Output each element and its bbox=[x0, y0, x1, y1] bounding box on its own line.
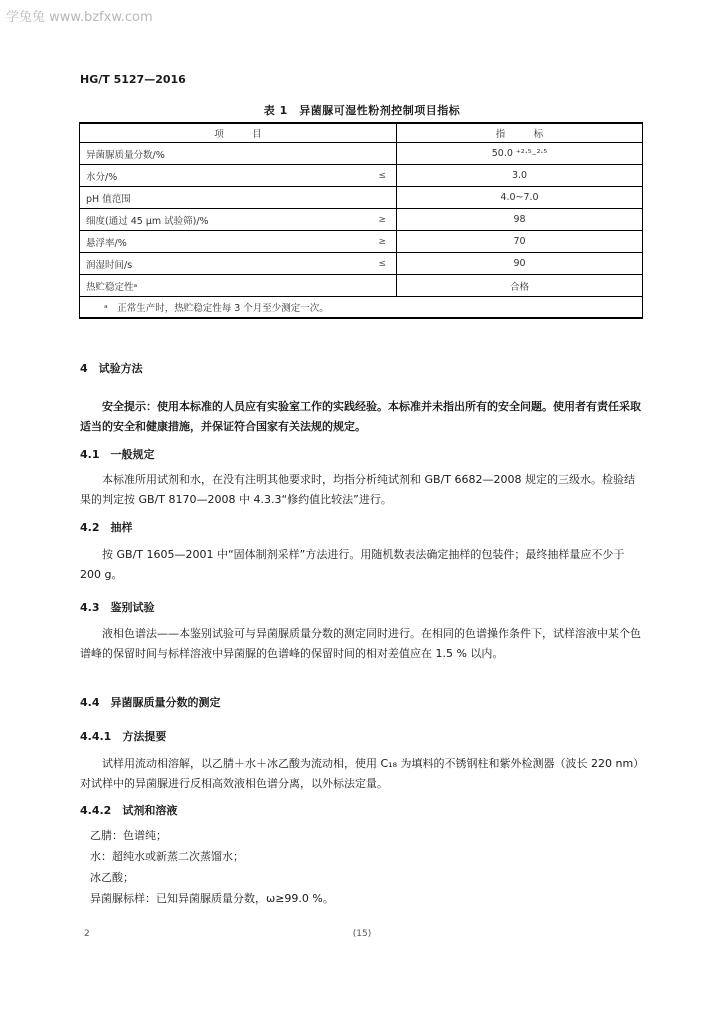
row-relation: ≥ bbox=[378, 214, 386, 225]
safety-notice: 安全提示：使用本标准的人员应有实验室工作的实践经验。本标准并未指出所有的安全问题。使用者有责任采取适当的安全和健康措施，并保证符合国家有关法规的规定。 bbox=[80, 400, 641, 433]
footer-left-mark: 2 bbox=[84, 929, 90, 939]
section-4-3-text: 液相色谱法——本鉴别试验可与异菌脲质量分数的测定同时进行。在相同的色谱操作条件下，试样溶液中某个色谱峰的保留时间与标样溶液中异菌脲的色谱峰的保留时间的相对差值应在 1.5 % 以内。 bbox=[80, 627, 641, 660]
row-value: 98 bbox=[397, 209, 643, 231]
row-item-label: pH 值范围 bbox=[86, 193, 131, 205]
list-item: 水：超纯水或新蒸二次蒸馏水； bbox=[90, 850, 244, 863]
header-item: 项 目 bbox=[80, 123, 397, 143]
row-item-label: 悬浮率/% bbox=[86, 237, 127, 249]
header-value: 指 标 bbox=[397, 123, 643, 143]
row-value: 3.0 bbox=[397, 165, 643, 187]
row-item bbox=[80, 231, 397, 253]
row-value: 90 bbox=[397, 253, 643, 275]
row-value: 50.0 ⁺²·⁵₋²·⁵ bbox=[397, 143, 643, 165]
table-row bbox=[80, 253, 643, 275]
row-item bbox=[80, 143, 397, 165]
table-row bbox=[80, 187, 643, 209]
row-value: 70 bbox=[397, 231, 643, 253]
table-note-row bbox=[80, 297, 643, 319]
section-4-4-1-text: 试样用流动相溶解，以乙腈＋水＋冰乙酸为流动相，使用 C₁₈ 为填料的不锈钢柱和紫外检测器（波长 220 nm）对试样中的异菌脲进行反相高效液相色谱分离，以外标法定量。 bbox=[80, 757, 645, 790]
table-row bbox=[80, 209, 643, 231]
section-4-4-2-heading: 4.4.2 试剂和溶液 bbox=[80, 804, 178, 817]
reagent-list bbox=[90, 825, 334, 909]
section-4-2-heading: 4.2 抽样 bbox=[80, 521, 133, 534]
page-number: (15) bbox=[352, 929, 372, 939]
row-item bbox=[80, 165, 397, 187]
row-item bbox=[80, 253, 397, 275]
table-row bbox=[80, 275, 643, 297]
section-4-1-heading: 4.1 一般规定 bbox=[80, 448, 155, 461]
list-item: 冰乙酸； bbox=[90, 871, 134, 884]
row-item-label: 润湿时间/s bbox=[86, 259, 133, 271]
section-4-3-heading: 4.3 鉴别试验 bbox=[80, 601, 155, 614]
row-item-label: 水分/% bbox=[86, 171, 118, 183]
row-relation: ≤ bbox=[378, 170, 386, 181]
spec-table bbox=[79, 122, 643, 319]
row-value: 合格 bbox=[397, 275, 643, 297]
row-item bbox=[80, 187, 397, 209]
row-item bbox=[80, 275, 397, 297]
list-item: 乙腈：色谱纯； bbox=[90, 829, 167, 842]
row-value: 4.0~7.0 bbox=[397, 187, 643, 209]
table-row bbox=[80, 143, 643, 165]
section-4-4-1-heading: 4.4.1 方法提要 bbox=[80, 730, 167, 743]
list-item: 异菌脲标样：已知异菌脲质量分数，ω≥99.0 %。 bbox=[90, 892, 334, 905]
section-4-2-text: 按 GB/T 1605—2001 中“固体制剂采样”方法进行。用随机数表法确定抽样的包装件；最终抽样量应不少于 200 g。 bbox=[80, 548, 625, 581]
watermark: 学兔兔 www.bzfxw.com bbox=[6, 10, 153, 25]
table-header-row bbox=[80, 123, 643, 143]
row-item bbox=[80, 209, 397, 231]
row-item-label: 热贮稳定性ᵃ bbox=[86, 281, 138, 293]
row-relation: ≤ bbox=[378, 258, 386, 269]
row-relation: ≥ bbox=[378, 236, 386, 247]
row-item-label: 异菌脲质量分数/% bbox=[86, 149, 165, 161]
section-4-1-text: 本标准所用试剂和水，在没有注明其他要求时，均指分析纯试剂和 GB/T 6682—2008 规定的三级水。检验结果的判定按 GB/T 8170—2008 中 4.3.3“修约值比较法”进行。 bbox=[80, 473, 635, 506]
table-row bbox=[80, 231, 643, 253]
row-item-label: 细度(通过 45 μm 试验筛)/% bbox=[86, 215, 209, 227]
section-4-4-heading: 4.4 异菌脲质量分数的测定 bbox=[80, 696, 221, 709]
table-title: 表 1 异菌脲可湿性粉剂控制项目指标 bbox=[263, 104, 461, 117]
section-4-heading: 4 试验方法 bbox=[80, 362, 143, 375]
table-row bbox=[80, 165, 643, 187]
standard-number: HG/T 5127—2016 bbox=[80, 73, 186, 86]
table-note: ᵃ 正常生产时，热贮稳定性每 3 个月至少测定一次。 bbox=[80, 297, 643, 319]
